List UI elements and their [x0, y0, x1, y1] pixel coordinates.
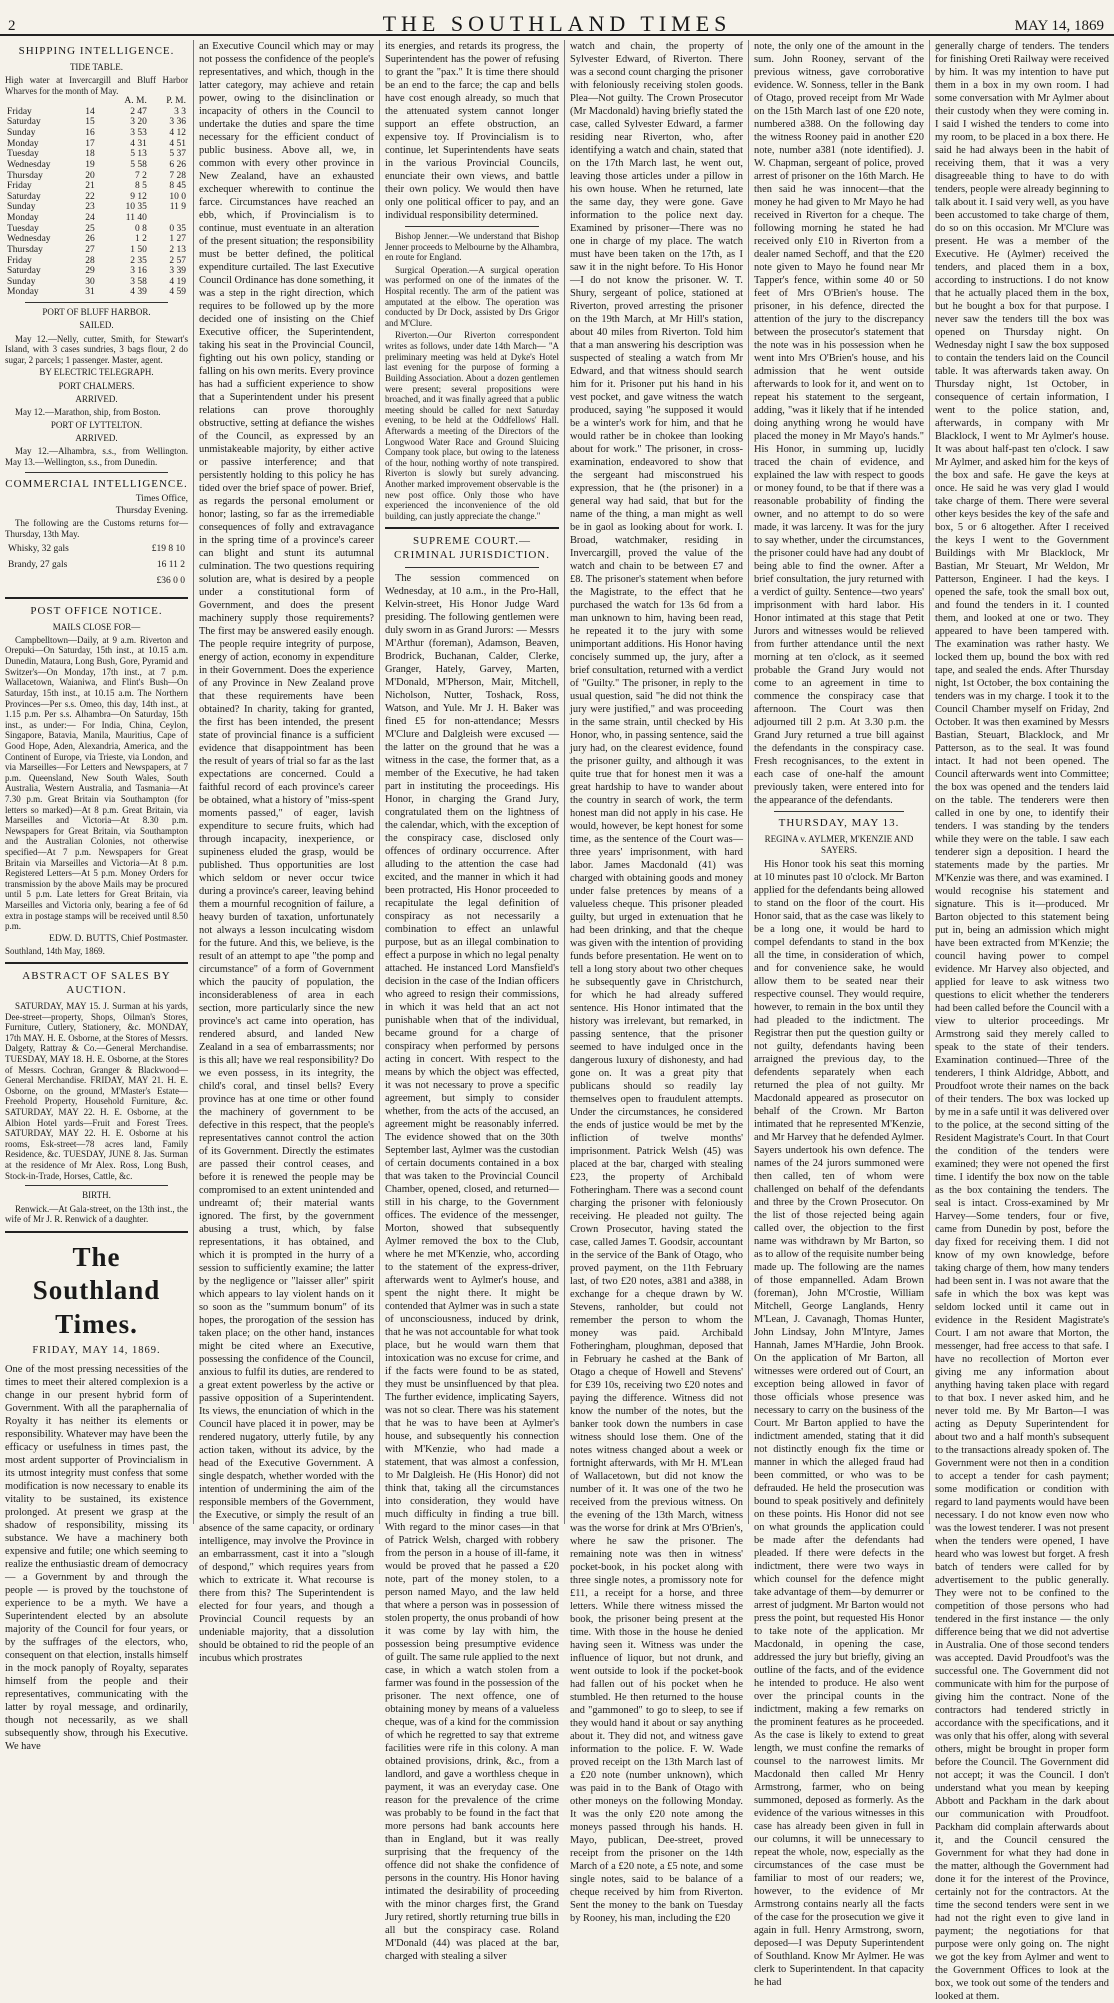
tide-col	[83, 96, 105, 107]
tide-heading: TIDE TABLE.	[69, 61, 124, 72]
chalmers-text: May 12.—Marathon, ship, from Boston.	[15, 407, 161, 418]
tide-date: 31	[85, 287, 95, 298]
post-office-signature: EDW. D. BUTTS, Chief Postmaster.	[49, 933, 188, 944]
divider	[25, 302, 168, 303]
tide-day: Friday	[7, 181, 32, 192]
column-6	[929, 40, 1114, 2002]
tide-day: Monday	[7, 213, 39, 224]
divider	[385, 527, 559, 529]
post-office-text: Campbelltown—Daily, at 9 a.m. Riverton and Orepuki—On Saturday, 15th inst., at 10.15 a.m. Dunedin, Mataura, Long Bush, Gore, Pyramid and Switzer's—On Monday, 17th inst., at 7 p.m. Wallacetown, Waianiwa, and Flint's Bush—On Saturday, 15th inst., at 10.15 a.m. The Northern Provinces—Per s.s. Omeo, this day, 14th inst., at 1.15 p.m. Per s.s. Alhambra—On Saturday, 15th inst., as under:— For India, China, Ceylon, Singapore, Batavia, Manila, Mauritius, Cape of Good Hope, Aden, Alexandria, America, and the Continent of Europe, via Trieste, via London, and via Marseilles—For Letters and Newspapers, at 7 p.m. Queensland, New South Wales, South Australia, Western Australia, and Tasmania—At 7.30 p.m. Great Britain via Southampton (for letters so marked)—At 8 p.m. Great Britain, via Marseilles and Victoria—At 8.30 p.m. Newspapers for Great Britain, via Southampton and the Australian Colonies, not otherwise specified—At 7 p.m. Newspapers for Great Britain via Marseilles and Victoria—At 8 p.m. Registered Letters—At 5 p.m. Money Orders for transmission by the above Mails may be procured until 5 p.m. Late letters for Great Britain, via Marseilles and Victoria only, bearing a fee of 6d extra in postage stamps will be received until 8.50 p.m.	[5, 634, 188, 932]
tide-pm: 5 37	[169, 149, 186, 160]
tide-am: 1 2	[134, 234, 147, 245]
tide-am: 2 35	[130, 255, 147, 266]
tide-col-am: A. M.	[124, 96, 147, 107]
editorial-lede: One of the most pressing necessities of the times to meet their altered complexion is a change in our present hybrid form of Government. With all the paraphernalia of Royalty it has neither its elements or responsibility. Whatever may have been the efficacy or usefulness in times past, the most ardent supporter of Provincialism in its utmost integrity must confess that some modification is now necessary to enable its vitality to be sustained, its existence prolonged. At present we grasp at the shadow of responsibility, missing its substance. We have a machinery both expensive and futile; one which seeming to realize the enthusiastic dream of democracy — a Government by and through the people — is proved by the touchstone of experience to be a myth. We have a Superintendent elected by an absolute majority of the Council for four years, or by the suffrages of the electors, who, consequent on that election, installs himself in the mock panoply of Royalty, separates himself from the people and their representatives, communicating with the latter by royal message, and ordinarily, though not necessarily, as we shall subsequently show, through his Executive. We have	[5, 1364, 188, 1753]
column-4	[564, 40, 748, 1924]
customs-returns	[5, 541, 188, 591]
auction-heading: ABSTRACT OF SALES BY AUCTION.	[22, 970, 171, 997]
tide-date: 17	[85, 138, 95, 149]
tide-pm: 10 0	[169, 191, 186, 202]
tide-row	[5, 117, 188, 128]
tide-date: 20	[85, 170, 95, 181]
tide-date: 15	[85, 117, 95, 128]
tide-am: 8 5	[134, 181, 147, 192]
tide-pm: 4 51	[169, 138, 186, 149]
tide-day: Wednesday	[7, 159, 51, 170]
tide-date: 25	[85, 223, 95, 234]
tide-pm: 8 45	[169, 181, 186, 192]
tide-row	[5, 202, 188, 213]
tide-day: Saturday	[7, 266, 41, 277]
tide-date: 22	[85, 191, 95, 202]
tide-date: 14	[85, 106, 95, 117]
customs-row	[7, 559, 186, 573]
tide-date: 16	[85, 128, 95, 139]
tide-rows	[5, 107, 188, 298]
column-2	[193, 40, 379, 1664]
divider	[5, 962, 188, 964]
tide-row	[5, 160, 188, 171]
divider	[25, 472, 168, 473]
customs-amount: £19 8 10	[151, 544, 185, 555]
tide-table	[5, 96, 188, 298]
tide-pm: 3 39	[169, 266, 186, 277]
tide-day: Tuesday	[7, 149, 39, 160]
bluff-sub: SAILED.	[79, 320, 114, 331]
court-heading: SUPREME COURT.—CRIMINAL JURISDICTION.	[393, 535, 551, 562]
tide-am: 5 58	[130, 159, 147, 170]
post-office-dateline: Southland, 14th May, 1869.	[5, 945, 105, 956]
customs-row	[7, 543, 186, 557]
commercial-heading: COMMERCIAL INTELLIGENCE.	[5, 477, 188, 490]
chalmers-sub: ARRIVED.	[75, 393, 118, 404]
masthead	[0, 0, 1114, 36]
customs-amount: 16 11 2	[156, 560, 185, 571]
tide-row	[5, 181, 188, 192]
thursday-heading: THURSDAY, MAY 13.	[778, 817, 900, 829]
paper-title: THE SOUTHLAND TIMES	[382, 11, 732, 36]
tide-day: Monday	[7, 138, 39, 149]
lyttelton-text: May 12.—Alhambra, s.s., from Wellington. May 13.—Wellington, s.s., from Dunedin.	[5, 446, 188, 467]
tide-row	[5, 171, 188, 182]
tide-row	[5, 277, 188, 288]
regina-heading: REGINA v. AYLMER, M'KENZIE AND SAYERS.	[764, 833, 914, 855]
tide-date: 29	[85, 266, 95, 277]
tide-col-pm: P. M.	[166, 96, 186, 107]
tide-day: Sunday	[7, 128, 36, 139]
tide-table-header	[5, 96, 188, 107]
tide-date: 24	[85, 213, 95, 224]
birth-heading: BIRTH.	[82, 1190, 111, 1201]
tide-row	[5, 256, 188, 267]
customs-item: Brandy, 27 gals	[8, 560, 68, 571]
tide-pm: 3 36	[169, 117, 186, 128]
tide-am: 0 8	[134, 223, 147, 234]
post-office-sub: MAILS CLOSE FOR—	[52, 621, 141, 632]
tide-date: 30	[85, 276, 95, 287]
tide-am: 7 2	[134, 170, 147, 181]
tide-row	[5, 266, 188, 277]
tide-am: 3 16	[130, 266, 147, 277]
column-3	[379, 40, 564, 1962]
editorial-conclusion: its energies, and retards its progress, the Superintendent has the power of refusing to grant the "pax." It is time there should be an end to the farce; the cap and bells have cost enough already, so much that the attenuated system cannot longer support an effete obstruction, an expensive toy. If Provincialism is to continue, let Superintendents have seats in the various Provincial Councils, enunciate their own views, and battle their own policy. We would then have only one political officer to pay, and an individual responsibility determined.	[385, 41, 559, 221]
shipping-heading: SHIPPING INTELLIGENCE.	[18, 45, 175, 57]
tide-row	[5, 139, 188, 150]
court-report: The session commenced on Wednesday, at 10 a.m., in the Pro-Hall, Kelvin-street, His Honor Judge Ward presiding. The following gentlemen were duly sworn in as Grand Jurors: — Messrs M'Arthur (foreman), Adamson, Beaven, Brodrick, Buchanan, Calder, Clerke, Granger, Hately, Garvey, Marten, M'Donald, M'Pherson, Mair, Mitchell, Nicholson, Nutter, Toshack, Ross, Watson, and Yule. Mr J. H. Baker was fined £5 for non-attendance; Messrs M'Clure and Dalgleish were excused — the latter on the ground that he was a witness in the case, the former that, as a member of the Executive, he had taken part in instituting the proceedings. His Honor, in charging the Grand Jury, congratulated them on the lightness of the calendar, which, with the exception of the conspiracy case, disclosed only offences of ordinary occurrence. After alluding to the attention the case had excited, and the manner in which it had been protracted, His Honor proceeded to recapitulate the legal definition of conspiracy as not necessarily a combination to effect an unlawful purpose, but as an illegal combination to effect a purpose in which no legal penalty attached. He instanced Lord Mansfield's decision in the case of the Indian officers who agreed to resign their commissions, in which it was held that an act not punishable when that of the individual, became ground for a charge of conspiracy when performed by persons acting in concert. With respect to the means by which the object was effected, it was not necessary to prove a specific agreement, but simply to consider whether, from the acts of the accused, an agreement might be reasonably inferred. The evidence showed that on the 30th September last, Aylmer was the custodian of certain documents contained in a box that was taken to the Provincial Council Chamber, opened, closed, and returned—still in his charge, to the Government offices. The evidence of the messenger, Morton, showed that subsequently Aylmer removed the box to the Club, where he met M'Kenzie, who, according to the statement of the express-driver, afterwards went to Aylmer's house, and spent the night there. It might be contended that Aylmer was in such a state of unconsciousness, induced by drink, that he was not accountable for what took place, but he would warn them that intoxication was no excuse for crime, and if the facts were found to be as stated, they must be unsinfluenced by that plea. The further evidence, implicating Sayers, was not so clear. There was his statement that he was to have been at Aylmer's house, and subsequently his connection with M'Kenzie, who had made a statement, that was almost a confession, to Mr Dalgleish. He (His Honor) did not think that, taking all the circumstances into consideration, they would have much difficulty in finding a true bill. With regard to the minor cases—in that of Patrick Welsh, charged with robbery from the person in a house of ill-fame, it would be proved that he passed a £20 note, part of the money stolen, to a person named Mayo, and the law held that where a person was in possession of stolen property, the onus probandi of how it was come by lay with him, the possession being presumptive evidence of guilt. The same rule applied to the next case, in which a watch stolen from a farmer was found in the possession of the prisoner. The next offence, one of obtaining money by means of a valueless cheque, was of a kind for the commission of which he regretted to say that extreme facilities were rife in this colony. A man obtained provisions, drink, &c., from a landlord, and gave a worthless cheque in payment, it was an everyday case. One reason for the prevalence of the crime was probably to be found in the fact that more persons had bank accounts here than in England, but it was really surprising that the frequency of the offence did not shake the confidence of persons in the country. His Honor having intimated the desirability of proceeding with the minor charges first, the Grand Jury retired, shortly returning true bills in all but the conspiracy case. Roland M'Donald (44) was placed at the bar, charged with stealing a silver	[385, 572, 559, 1962]
tide-date: 26	[85, 234, 95, 245]
column-1	[0, 40, 193, 1753]
court-report-continued: watch and chain, the property of Sylvester Edward, of Riverton. There was a second count charging the prisoner with feloniously receiving stolen goods. Plea—Not guilty. The Crown Prosecutor (Mr Macdonald) having briefly stated the case, called Sylvester Edward, a farmer residing near Riverton, who, after identifying a watch and chain, stated that on the 17th March last, he went out, leaving those articles under a pillow in his own house. When he returned, late the same day, they were gone. Gave information to the police next day. Examined by prisoner—There was no one in charge of my place. The watch must have been taken on the 17th, as I saw it in the night before. To His Honor—I do not know the prisoner. W. T. Shury, sergeant of police, stationed at Riverton, proved arresting the prisoner on the 19th March, at Mr Hill's station, about 40 miles from Riverton. Told him that a man answering his description was suspected of stealing a watch from Mr Edward, and that witness should search him for it. Prisoner put his hand in his vest pocket, and gave witness the watch produced, saying "he supposed it would be a winter's work for him, and that he would rather be in chokee than looking about for work." The prisoner, in cross-examination, endeavored to show that the sergeant had misconstrued his expression, that he (the prisoner) in a general way had said, that but for the name of the thing, a man might as well be in gaol as looking about for work. I. Broad, watchmaker, residing in Invercargill, proved the value of the watch and chain to be between £7 and £8. The prisoner's statement when before the Magistrate, to the effect that he purchased the watch for 13s 6d from a man unknown to him, having been read, he repeated it to the jury with some unimportant additions. His Honor having concisely summed up, the jury, after a brief consultation, returned with a verdict of "Guilty." The prisoner, in reply to the usual question, said "he did not think the jury were justified," and was proceeding in the same strain, until checked by His Honor, who, in passing sentence, said the jury had, on the clearest evidence, found the prisoner guilty, and although it was quite true that for honest men it was a great hardship to have to wander about the country in search of work, the term honest man did not apply in his case. He would, however, be kept honest for some time, as the sentence of the Court was—three years' imprisonment, with hard labor. James Macdonald (41) was charged with obtaining goods and money under false pretences by means of a valueless cheque. This prisoner pleaded guilty, but urged in extenuation that he had been drinking, and that the cheque was given with the intention of providing funds before presentation. He went on to tell a long story about two other cheques he subsequently gave in Christchurch, for which he had already suffered sentence. His Honor intimated that the history was irrelevant, but remarked, in passing sentence, that the prisoner seemed to have indulged once in the dangerous luxury of dishonesty, and had gone on. It was a great pity that publicans should so readily lay themselves open to fraudulent attempts. Under the circumstances, he considered the ends of justice would be met by the infliction of twelve months' imprisonment. Patrick Welsh (45) was placed at the bar, charged with stealing £23, the property of Archibald Fotheringham. There was a second count charging the prisoner with feloniously receiving. He pleaded not guilty. The Crown Prosecutor, having stated the case, called James T. Goodsir, accountant in the service of the Bank of Otago, who proved payment, on the 11th February last, of two £20 notes, a381 and a388, in exchange for a cheque drawn by W. Stevens, ranholder, but could not remember the person to whom the money was paid. Archibald Fotheringham, ploughman, deposed that in February he cashed at the Bank of Otago a cheque of Howell and Stevens' for £39 10s, receiving two £20 notes and paying the difference. Witness did not know the number of the notes, but the banker took down the numbers in case witness should lose them. One of the notes witness changed about a week or fortnight afterwards, with Mr H. M'Lean of Wallacetown, but did not know the number of it. It was one of the two he received from the previous witness. On the evening of the 13th March, witness was the worse for drink at Mrs O'Brien's, where he saw the prisoner. The remaining note was then in witness' pocket-book, in his pocket along with three single notes, a promissory note for £11, a receipt for a horse, and three letters. While there witness missed the book, the prisoner being present at the time. With those in the house he denied having seen it. Witness was under the influence of liquor, but not drunk, and went outside to look if the pocket-book had fallen out of his pocket when he stumbled. He then returned to the house and "gammoned" to go to sleep, to see if they would hand it about or say anything about it. They did not, and witness gave information to the police. F. W. Wade proved receipt on the 13th March last of a £20 note (number unknown), which was paid in to the Bank of Otago with other moneys on the following Monday. It was the only £20 note among the moneys passed through his hands. H. Mayo, publican, Dee-street, proved receipt from the prisoner on the 14th March of a £20 note, a £5 note, and some single notes, said to be balance of a cheque received by him from Riverton. Sent the money to the bank on Tuesday by Rooney, his man, including the £20	[570, 41, 743, 1924]
tide-day: Thursday	[7, 244, 43, 255]
news-surgical: Surgical Operation.—A surgical operation was performed on one of the inmates of the Hospital recently. The arm of the patient was amputated at the elbow. The operation was conducted by Dr Dock, assisted by Drs Grigor and M'Clure.	[385, 264, 559, 328]
tide-pm: 4 59	[169, 287, 186, 298]
divider	[5, 1231, 188, 1233]
tide-pm: 11 9	[169, 202, 186, 213]
telegraph-heading: BY ELECTRIC TELEGRAPH.	[39, 367, 154, 378]
tide-row	[5, 107, 188, 118]
tide-am: 3 53	[130, 128, 147, 139]
issue-date: MAY 14, 1869	[1014, 18, 1104, 34]
tide-col	[5, 96, 83, 107]
tide-day: Sunday	[7, 202, 36, 213]
tide-row	[5, 245, 188, 256]
lyttelton-sub: ARRIVED.	[75, 433, 118, 444]
tide-date: 23	[85, 202, 95, 213]
tide-date: 21	[85, 181, 95, 192]
page-number: 2	[8, 18, 16, 34]
customs-total-row	[7, 575, 186, 589]
tide-am: 4 39	[130, 287, 147, 298]
tide-date: 27	[85, 244, 95, 255]
court-report-continued: note, the only one of the amount in the sum. John Rooney, servant of the previous witness, gave corroborative evidence. W. Sonness, teller in the Bank of Otago, proved receipt from Mr Wade on the 15th March last of one £20 note, numbered a388. On the following day the witness Rooney paid in another £20 note, number a381 (note identified). J. W. Chapman, sergeant of police, proved arrest of prisoner on the 16th March. He then said he was innocent—that the money he had given to Mr Mayo he had received in Riverton for a cheque. The following morning he stated he had received only £10 in Riverton from a dealer named Sechoff, and that the £20 note given to Mayo he found near Mr Tapper's fence, within some 40 or 50 feet of Mrs O'Brien's house. The prisoner, in his defence, directed the attention of the jury to the discrepancy between the prosecutor's statement that the note was in his possession when he went into Mrs O'Brien's house, and his admission that he went outside afterwards to look for it, and went on to repeat his statement to the sergeant, adding, "was it likely that if he intended doing anything wrong he would have placed the money in Mr Mayo's hands." His Honor, in summing up, lucidly traced the chain of evidence, and explained the law with respect to goods or money found, to be that if there was a reasonable probability of finding the owner, and no attempt to do so were made, it was larceny. It was for the jury to say whether, under the circumstances, the prisoner could have had any doubt of being able to find the owner. After a brief consultation, the jury returned with a verdict of guilty. Sentence—two years' imprisonment with hard labor. His Honor intimated at this stage that Petit Jurors and witnesses would be relieved from further attendance until the next morning at ten o'clock, as it seemed probable the Grand Jury would not come to an agreement in time to commence the conspiracy case that afternoon. The Court was then adjourned till 2 p.m. At 3.30 p.m. the Grand Jury returned a true bill against the defendants in the conspiracy case. Fresh recognisances, to the extent in each case of one-half the amount previously taken, were entered into for the appearance of the defendants.	[754, 41, 924, 806]
tide-am: 4 31	[130, 138, 147, 149]
tide-am: 5 13	[130, 149, 147, 160]
conspiracy-trial: His Honor took his seat this morning at 10 minutes past 10 o'clock. Mr Barton applied for the defendants being allowed to stand on the floor of the court. His Honor said, that as the case was likely to be a long one, it would be hard to compel defendants to stand in the box all the time, in consideration of which, and for convenience sake, he would allow them to be seated near their respective counsel. They would require, however, to remain in the box until they had pleaded to the indictment. The Registrar then put the question guilty or not guilty, defendants having been arraigned the previous day, to the defendents separately when each returned the plea of not guilty. Mr Macdonald appeared as prosecutor on behalf of the Crown. Mr Barton intimated that he represented M'Kenzie, and Mr Harvey that he defended Aylmer. Sayers undertook his own defence. The names of the 24 jurors summoned were then called, ten of whom were challenged on behalf of the defendants and three by the Crown Prosecutor. On the list of those rejected being again called over, the objection to the first name was withdrawn by Mr Barton, so as to allow of the requisite number being made up. The following are the names of those empannelled. Adam Brown (foreman), John M'Crostie, William Mitchell, George Langlands, Henry M'Lean, J. Cavanagh, Thomas Hunter, John Lindsay, John M'Intyre, James Hannah, James M'Hardie, John Brook. On the application of Mr Barton, all witnesses were ordered out of Court, an exception being allowed in favor of those officials whose presence was necessary to carry on the business of the Court. Mr Barton applied to have the indictment amended, stating that it did not distinctly enough fix the time or manner in which the alleged fraud had been committed, or who was to be defrauded. He held the prosecution was bound to speak positively and definitely on these points. His Honor did not see on what grounds the application could be made after the defendants had pleaded. If there were defects in the indictment, there were two ways in which counsel for the defence might take advantage of them—by demurrer or arrest of judgment. Mr Barton would not press the point, but requested His Honor to take note of the application. Mr Macdonald, in opening the case, addressed the jury but briefly, giving an outline of the facts, and of the evidence he intended to produce. He also went over the principal counts in the indictment, making a few remarks on the prominent features as he proceeded. As the case is likely to extend to great length, we must confine the remarks of counsel to the narrowest limits. Mr Macdonald then called Mr Henry Armstrong, farmer, who on being summoned, deposed as formerly. As the evidence of the various witnesses in this case has already been given in full in our columns, it will be unnecessary to repeat the whole, now, especially as the circumstances of the case must be familiar to most of our readers; we, however, to the evidence of Mr Armstrong contains nearly all the facts of the case for the prosecution we give it again in full. Henry Armstrong, sworn, deposed—I was Deputy Superintendent of Southland. Know Mr Aylmer. He was clerk to Superintendent. In that capacity he had	[754, 859, 924, 1989]
post-office-heading: POST OFFICE NOTICE.	[30, 604, 163, 617]
tide-note: High water at Invercargill and Bluff Harbor Wharves for the month of May.	[5, 75, 188, 96]
tide-am: 3 20	[130, 117, 147, 128]
tide-day: Saturday	[7, 191, 41, 202]
tide-day: Sunday	[7, 276, 36, 287]
divider	[774, 811, 904, 812]
bluff-heading: PORT OF BLUFF HARBOR.	[42, 307, 151, 318]
divider	[405, 226, 539, 227]
lyttelton-heading: PORT OF LYTTELTON.	[50, 419, 143, 430]
auction-text: SATURDAY, MAY 15. J. Surman at his yards, Dee-street—property, Shops, Oilman's Stores, Furniture, Cutlery, Stationery, &c. MONDAY, 17th MAY. H. E. Osborne, at the Stores of Messrs. Dalgety, Rattray & Co.—General Merchandise. TUESDAY, MAY 18. H. E. Osborne, at the Stores of Messrs. Cochran, Granger & Blackwood—General Merchandise. FRIDAY, MAY 21. H. E. Osborne, on the ground, M'Master's Estate—Freehold Property, Household Furniture, &c. SATURDAY, MAY 22. H. E. Osborne, at the Albion Hotel yards—Fruit and Forest Trees. SATURDAY, MAY 22. H. E. Osborne at his rooms, Esk-street—78 acres land, Family Residence, &c. TUESDAY, JUNE 8. Jas. Surman at the residence of Mr Alex. Ross, Long Bush, Stock-in-Trade, Horses, Cattle, &c.	[5, 1000, 188, 1181]
tide-day: Tuesday	[7, 223, 39, 234]
tide-day: Saturday	[7, 117, 41, 128]
tide-pm: 2 57	[169, 255, 186, 266]
tide-pm: 4 12	[169, 128, 186, 139]
tide-pm	[149, 213, 188, 224]
bluff-text: May 12.—Nelly, cutter, Smith, for Stewart's Island, with 3 cases sundries, 3 bags flour, 2 do sugar, 2 parcels; 1 passenger. Master, agent.	[5, 333, 188, 365]
tide-row	[5, 234, 188, 245]
tide-row	[5, 149, 188, 160]
paper-nameplate: The Southland Times.	[32, 1241, 161, 1340]
tide-pm: 4 19	[169, 276, 186, 287]
tide-day: Wednesday	[7, 234, 51, 245]
tide-am: 10 35	[125, 202, 147, 213]
commercial-day: Thursday Evening.	[115, 506, 188, 517]
tide-day: Friday	[7, 255, 32, 266]
divider	[25, 1185, 168, 1186]
tide-row	[5, 192, 188, 203]
tide-pm: 6 26	[169, 159, 186, 170]
chalmers-heading: PORT CHALMERS.	[58, 380, 135, 391]
tide-day: Thursday	[7, 170, 43, 181]
tide-pm: 0 35	[169, 223, 186, 234]
tide-pm: 7 28	[169, 170, 186, 181]
editorial-date: FRIDAY, MAY 14, 1869.	[32, 1344, 161, 1356]
divider	[5, 597, 188, 599]
customs-total: £36 0 0	[156, 575, 185, 586]
tide-pm: 3 3	[174, 106, 186, 117]
news-riverton: Riverton.—Our Riverton correspondent writes as follows, under date 14th March— "A preliminary meeting was held at Dyke's Hotel last evening for the purpose of forming a Building Association. About a dozen gentlemen were present; several propositions were broached, and it was finally agreed that a public meeting should be called for next Saturday evening, to be held at the Oddfellows' Hall. Afterwards a meeting of the Directors of the Longwood Water Race and Ground Sluicing Company took place, but owing to the lateness of the hour, nothing worthy of note transpired. Riverton is slowly but surely advancing. Another marked improvement observable is the new post office. Only those who have experienced the inconvenience of the old building, can justly appreciate the change."	[385, 330, 559, 521]
customs-item: Whisky, 32 gals	[8, 544, 69, 555]
tide-row	[5, 224, 188, 235]
commercial-intro: The following are the Customs returns for—Thursday, 13th May.	[5, 518, 188, 539]
tide-day: Monday	[7, 287, 39, 298]
news-bishop: Bishop Jenner.—We understand that Bishop Jenner proceeds to Melbourne by the Alhambra, en route for England.	[385, 231, 559, 263]
tide-am: 1 50	[130, 244, 147, 255]
tide-row	[5, 213, 188, 224]
editorial-continued: an Executive Council which may or may not possess the confidence of the people's representatives, and which, though in the latter category, may achieve and retain power, owing to the disinclination or incapacity of others in the Council to undertake the duties and spare the time necessary for the efficient conduct of public business. Above all, we, in common with every other province in New Zealand, have an exhausted exchequer wherewith to continue the farce. Circumstances have reached an ebb, which, if Provincialism is to continue, must eventuate in an alteration of the present situation; the responsibility must be better defined, the political expenditure curtailed. The last Executive Council Ordinance has done something, it was a step in the right direction, which requires to be followed up by the more decided one of insisting on the Chief Executive officer, the Superintendent, taking his seat in the Provincial Council, fighting out his own policy, standing or falling on his own merits. Every province has had a sufficient experience to show that a Superintendent under his present relations can prove thoroughly obstructive, setting at defiance the wishes of the Council, as expressed by an unmistakeable majority, by either active or passive interference; and that persistently holding to this policy he has tided over the brief space of power. Brief, as regards the personal emolument or honor; lasting, so far as the irremediable consequences of folly and extravagance in the spring time of a province's career can blight and stunt its autumnal culmination. The two questions requiring solution are, what is desired by a people under a constitutional form of Government, and does the present machinery supply those requirements? The first may be answered easily enough. The people require integrity of purpose, energy of action, economy in expenditure in their Government. Does the experience of any Province in New Zealand prove that these requirements have been obtained? In charity, taking for granted, the first has been intended, the present state of provincial finance is a sufficient evidence that disappointment has been the result of years of trial so far as the last expectations are concerned. Could a faithful record of each province's career be obtained, what a history of "miss-spent moments passed," of eager, lavish expenditure to secure fruits, which had through incapacity, inexperience, or supineness eluded the grasp, would be published. Thus opportunities are lost which seldom or never occur twice during a province's career, leaving behind them a mournful recognition of failure, a heavy burden of taxation, unfortunately not always a lesson inculcating wisdom for the future. And this, we believe, is the result of an attempt to ape "the pomp and circumstance" of a form of Government which the paucity of population, the inconsiderableness of area in each section, more particularly since the new province's act came into operation, has rendered absurd, and landed New Zealand in a sea of embarrassments; nor is this all; have we real responsibility? Do we even possess, in its integrity, the child's coral, and tinsel bells? Every province has at one time or other found the machinery of government to be defective in this respect, that the people's representatives cannot control the action of its Government. Directly the estimates are passed their control ceases, and before it is renewed the people may be compromised to an extent unintended and undreamt of; their material wants ignored. The first, by the government abusing a trust, which, by false representations, it has obtained, and which it is prompted in the hurry of a session to sufficiently examine; the latter by the negligence or "laisser aller" spirit which appears to lay violent hands on it so soon as the "summum bonum" of its hopes, the prorogation of the session has taken place; on the other hand, instances might be cited where an Executive, possessing the confidence of the Council, anxious to fulfil its duties, are rendered to a great extent powerless by the active or passive opposition of a Superintendent. Its views, the enunciation of which in the Council have placed it in power, may be rendered nugatory, utterly futile, by any action taken, without its advice, by the head of the Executive Government. A single despatch, whether worded with the intention of undermining the aim of the responsible members of the Government, the Executive, or simply the result of an absence of the same capacity, or ordinary intelligence, may involve the Province in an embarrassment, cast it into a "slough of despond," which requires years from which to extricate it. What recourse is there from this? The Superintendent is elected for four years, and though a Provincial Council requests by an undeniable majority, that a dissolution should be obtained to rid the people of an incubus which prostrates	[199, 41, 374, 1664]
tide-pm: 2 13	[169, 244, 186, 255]
tide-row	[5, 287, 188, 298]
tide-am: 9 12	[130, 191, 147, 202]
tide-am: 2 47	[130, 106, 147, 117]
tide-date: 28	[85, 255, 95, 266]
column-5	[748, 40, 929, 1989]
tide-day: Friday	[7, 106, 32, 117]
tide-date: 18	[85, 149, 95, 160]
tide-row	[5, 128, 188, 139]
tide-am: 11 40	[125, 213, 147, 224]
commercial-office: Times Office,	[135, 494, 188, 505]
divider	[405, 567, 539, 568]
tide-pm: 1 27	[169, 234, 186, 245]
tide-am: 3 58	[130, 276, 147, 287]
birth-text: Renwick.—At Gala-street, on the 13th inst., the wife of Mr J. R. Renwick of a daughter.	[5, 1203, 188, 1225]
conspiracy-trial-continued: generally charge of tenders. The tenders for finishing Oreti Railway were received by him. It was my intention to have put them in a box in my own room. I had some conversation with Mr Aylmer about their custody when they were coming in. I said I wished the tenders to come into my room, to be placed in a box there. He said he had always been in the habit of receiving them, that it was a very disagreeable thing to have to do with tenders, people were already beginning to talk about it. I said very well, as you have been accustomed to take charge of them, do so on this occasion. Mr M'Clure was present. He was a member of the Executive. He (Aylmer) received the tenders, and placed them in a box, according to instructions. I do not know that he actually placed them in the box, but he bought a box for that purpose. I never saw the tenders till the box was opened on Thursday night. On Wednesday night I saw the box supposed to contain the tenders laid on the Council table. It was afterwards taken away. On Thursday night, 1st October, in consequence of certain information, I went to the police station, and, afterwards, in company with Mr Blacklock, I went to Mr Aylmer's house. It was about half-past ten o'clock. I saw Mr Aylmer, and asked him for the keys of the box and safe. He gave the keys at once. He said he was very glad I would take charge of them. There were several other keys besides the key of the safe and box, 5 or 6 altogether. After I received the keys I went to the Government Buildings with Mr Blacklock, Mr Bastian, Mr Steuart, Mr Weldon, Mr Patterson, Engineer. I had the keys. I opened the safe, took the small box out, and found the tenders in it. I counted them, and looked at one or two. They appeared to have been tampered with. The examination was rather hasty. We locked them up, bound the box with red tape, and sealed the ends. After Thursday night, 1st October, the box containing the tenders was in my charge. I took it to the Council Chamber myself on Friday, 2nd October. It was then examined by Messrs Bastian, Steuart, Blacklock, and Mr Patterson, as to the seal. It was found intact. It had not been opened. The Council afterwards went into Committee; the box was opened and the tenders laid on the table. The tenderers were then called in one by one, to identify their tenders. I was standing by the tenders while they were on the table. I saw each tenderer sign a deposition. I heard the statements made by the parties. Mr M'Kenzie was there, and was examined. I would recognise his statement and signature. This is it—produced. Mr Barton objected to this statement being put in, being an admission which might have been extracted from M'Kenzie; the council having power to compel evidence. Mr Harvey also objected, and applied for leave to ask witness two questions to elicit whether the tenderers had been called before the Council with a view to ulterior proceedings. Mr Armstrong said they merely called to speak to the state of their tenders. Examination continued—Three of the tenderers, I think Aldridge, Abbott, and Proudfoot wrote their names on the back of their tenders. The box was locked up by me in a safe until it was delivered over to the police, at the second sitting of the Resident Magistrate's Court. In that Court the condition of the tenders were examined; they were not opened the first time. I identify the box now on the table as the box containing the tenders. The seal is intact. Cross-examined by Mr Harvey—Some tenders, four or five, came from Dunedin by post, before the day fixed for receiving them. I did not know of my own knowledge, before taking charge of them, how many tenders had been sent in. I was not aware that the safe in which the box was kept was seldom locked until it came out in evidence in the Resident Magistrate's Court. I am not aware that Morton, the messenger, had free access to that safe. I have no recollection of Morton ever giving me any information about anything having taken place with regard to that box. I never asked him, and he never told me. By Mr Barton—I was acting as Deputy Superintendent for about two and a half month's subsequent to the transactions already spoken of. The Government were not then in a condition to accept a tender for cash payment; some modification or condition with regard to land payments would have been necessary. I do not know even now who was the lowest tenderer. I was not present when the tenders were opened, I have heard who was lowest but forget. A fresh batch of tenders were called for by advertisement to the public generally. They were not to be confined to the competition of those persons who had tendered in the first instance — the only difference being that we did not advertise in Australia. One of those second tenders was accepted. David Proudfoot's was the successful one. The Government did not communicate with him for the purpose of giving him the contract. None of the contractors had tendered strictly in accordance with the specifications, and it was only that his offer, along with several others, might be brought in proper form before the Council. The Government did not accept; it was the Council. I don't understand what you mean by keeping Abbott and Packham in the dark about our communication with Proudfoot. Packham did complain afterwards about it, and the Council censured the Government for what they had done in the matter, although the Government had done it for the interest of the Province, certainly not for the contractors. At the time the second tenders were sent in we had not the right even to give land in payment; the negotiations for that purpose were only going on. The night we got the key from Aylmer and went to the Government Offices to look at the box, we took out some of the tenders and looked at them.	[935, 41, 1109, 2002]
tide-date: 19	[85, 159, 95, 170]
